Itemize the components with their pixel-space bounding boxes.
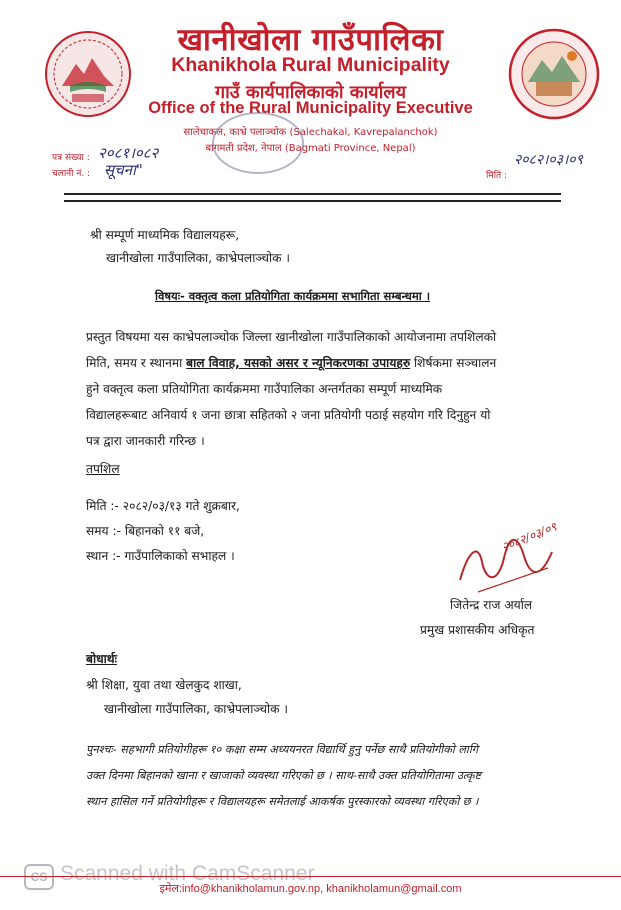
- footer-email: इमेल:info@khanikholamun.gov.np, khanikholamun@gmail.com: [159, 883, 462, 895]
- address-line-2: बागमती प्रदेश, नेपाल (Bagmati Province, Nepal): [205, 143, 416, 154]
- body-line-2-post: शिर्षकमा सञ्चालन: [410, 356, 497, 370]
- chalani-value: सूचना": [104, 161, 143, 179]
- body-line-2-pre: मिति, समय र स्थानमा: [86, 356, 187, 370]
- topic-title: बाल विवाह, यसको असर र न्यूनिकरणका उपायहरु: [186, 356, 411, 370]
- details-place: स्थान :- गाउँपालिकाको सभाहल ।: [86, 549, 235, 563]
- office-seal-stamp: [212, 112, 304, 174]
- municipality-name-en: Khanikhola Rural Municipality: [171, 54, 450, 76]
- footer-rule: [0, 876, 621, 877]
- subject-line: विषयः- वक्तृत्व कला प्रतियोगिता कार्यक्रममा सभागिता सम्बन्धमा ।: [155, 289, 431, 303]
- header-rule-bottom: [64, 200, 561, 202]
- address-line-1: सालेचाकल, काभ्रे पलाञ्चोक (Salechakal, Kavrepalanchok): [183, 127, 438, 138]
- body-line-3: हुने वक्तृत्व कला प्रतियोगिता कार्यक्रममा गाउँपालिका अन्तर्गतका सम्पूर्ण माध्यमिक: [86, 382, 443, 396]
- cc-line-1: श्री शिक्षा, युवा तथा खेलकुद शाखा,: [86, 678, 242, 692]
- signatory-title: प्रमुख प्रशासकीय अधिकृत: [420, 623, 535, 637]
- scanner-watermark: Scanned with CamScanner: [60, 862, 315, 885]
- office-name-np: गाउँ कार्यपालिकाको कार्यालय: [214, 82, 407, 103]
- addressee-line-1: श्री सम्पूर्ण माध्यमिक विद्यालयहरू,: [90, 228, 240, 242]
- office-name-en: Office of the Rural Municipality Executive: [148, 99, 473, 117]
- camscanner-logo-icon: CS: [24, 864, 54, 890]
- cc-line-2: खानीखोला गाउँपालिका, काभ्रेपलाञ्चोक ।: [104, 702, 289, 716]
- addressee-line-2: खानीखोला गाउँपालिका, काभ्रेपलाञ्चोक ।: [106, 251, 291, 265]
- body-line-2: [86, 354, 496, 371]
- postscript-line-1: पुनश्चः- सहभागी प्रतियोगीहरू १० कक्षा सम्म अध्ययनरत विद्यार्थि हुनु पर्नेछ साथै प्रतियोगीको लागि: [86, 743, 479, 756]
- postscript-line-3: स्थान हासिल गर्ने प्रतियोगीहरू र विद्यालयहरू समेतलाई आकर्षक पुरस्कारको व्यवस्था गरिएको छ ।: [86, 795, 479, 808]
- chalani-label: चलानी नं. :: [52, 169, 91, 179]
- details-time: समय :- बिहानको ११ बजे,: [86, 524, 205, 538]
- body-line-4: विद्यालहरूबाट अनिवार्य १ जना छात्रा सहितको २ जना प्रतियोगी पठाई सहयोग गरि दिनुहुन यो: [86, 408, 491, 422]
- miti-value: २०८२।०३।०९: [514, 152, 583, 168]
- patra-sankhya-label: पत्र संख्या :: [52, 153, 90, 163]
- header-rule-top: [64, 193, 561, 195]
- postscript-line-2: उक्त दिनमा बिहानको खाना र खाजाको व्यवस्था गरिएको छ । साथ-साथै उक्त प्रतियोगितामा उत्कृष्ट: [86, 769, 482, 782]
- cc-heading: बोधार्थः: [86, 652, 118, 666]
- details-date: मिति :- २०८२/०३/१३ गते शुक्रबार,: [86, 499, 240, 513]
- patra-sankhya-value: २०८१।०८२: [98, 144, 159, 162]
- signatory-name: जितेन्द्र राज अर्याल: [450, 598, 533, 612]
- body-line-5: पत्र द्वारा जानकारी गरिन्छ ।: [86, 434, 205, 448]
- municipality-name-np: खानीखोला गाउँपालिका: [177, 22, 444, 58]
- miti-label: मिति :: [486, 171, 508, 181]
- signature-date: २०८२/०३/०९: [499, 519, 559, 555]
- details-heading: तपशिल: [86, 462, 120, 476]
- body-line-1: प्रस्तुत विषयमा यस काभ्रेपलाञ्चोक जिल्ला खानीखोला गाउँपालिकाको आयोजनामा तपशिलको: [86, 330, 497, 344]
